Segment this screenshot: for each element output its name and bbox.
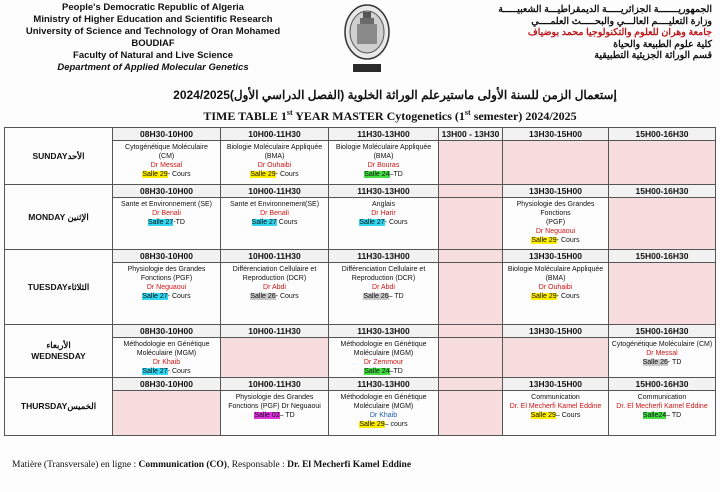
course-name: Différenciation Cellulaire et Reproduction (DCR) <box>341 266 426 282</box>
empty-slot <box>221 338 329 378</box>
session-type: – Cours <box>555 412 581 419</box>
teacher-name: Dr Messal <box>646 350 678 357</box>
course-code: (BMA) <box>373 153 394 160</box>
session-type: –TD <box>389 171 403 178</box>
slot-time: 13H30-15H00 <box>503 185 609 198</box>
lunch-break-cell <box>439 185 503 198</box>
course-name: Méthodologie en Génétique Moléculaire (MGM) <box>123 341 210 357</box>
room-badge: Salle 29 <box>530 412 556 419</box>
slot-time: 15H00-16H30 <box>609 128 716 141</box>
faculty-line: Faculty of Natural and Live Science <box>73 50 233 61</box>
course-name: Sante et Environnement (SE) <box>120 201 213 208</box>
room-badge: Salle 29 <box>250 171 276 178</box>
room-badge: Salle 29 <box>531 293 557 300</box>
lunch-break-cell <box>439 141 503 185</box>
lunch-break-cell <box>439 198 503 250</box>
slot-time: 15H00-16H30 <box>609 325 716 338</box>
slot-time: 15H00-16H30 <box>609 185 716 198</box>
teacher-name: Dr Abdi <box>372 284 395 291</box>
slot-time: 11H30-13H00 <box>329 325 439 338</box>
slot-time: 13H30-15H00 <box>503 378 609 391</box>
empty-slot <box>609 263 716 325</box>
room-info <box>329 292 438 301</box>
slot-time: 08H30-10H00 <box>113 250 221 263</box>
teacher-name: Dr Benali <box>260 210 289 217</box>
slot-time: 11H30-13H00 <box>329 185 439 198</box>
teacher-name: Dr Khaib <box>369 412 398 419</box>
course-cell <box>503 263 609 325</box>
room-badge: Salle 27 <box>142 368 168 375</box>
room-badge: Salle 29 <box>531 237 557 244</box>
teacher-name: Dr Benali <box>152 210 181 217</box>
course-name: Biologie Moléculaire Appliquée <box>507 266 604 273</box>
session-type: – TD <box>388 293 404 300</box>
lunch-break-cell <box>439 263 503 325</box>
room-badge: Salle 27 <box>251 219 277 226</box>
slot-time: 10H00-11H30 <box>221 378 329 391</box>
course-cell <box>221 263 329 325</box>
country-line: People's Democratic Republic of Algeria <box>62 2 244 13</box>
course-name: Sante et Environnement(SE) <box>229 201 320 208</box>
room-badge: Salle 26 <box>250 293 276 300</box>
room-badge: Salle24 <box>642 412 667 419</box>
day-label-text: SUNDAYالأحد <box>32 150 85 161</box>
course-cell <box>113 198 221 250</box>
slot-time: 15H00-16H30 <box>609 378 716 391</box>
session-type: – TD <box>279 412 295 419</box>
course-cell <box>113 263 221 325</box>
slot-time: 13H30-15H00 <box>503 325 609 338</box>
slot-time: 10H00-11H30 <box>221 128 329 141</box>
ministry-line: Ministry of Higher Education and Scientific Research <box>33 14 273 25</box>
day-label-text: WEDNESDAY <box>31 351 86 361</box>
lunch-break-cell <box>439 338 503 378</box>
session-type: - Cours <box>384 219 408 226</box>
room-info <box>113 170 220 179</box>
department-line: Department of Applied Molecular Genetics <box>57 62 249 73</box>
course-name: Cytogénétique Moléculaire <box>125 144 208 151</box>
room-badge: Salle 27 <box>142 293 168 300</box>
university-line: University of Science and Technology of Oran Mohamed BOUDIAF <box>25 26 281 49</box>
header-right <box>462 4 712 62</box>
session-type: -TD <box>173 219 185 226</box>
teacher-name: Dr Zemmour <box>363 359 404 366</box>
room-info <box>329 170 438 179</box>
course-cell <box>609 391 716 436</box>
teacher-name: Dr Ouhaibi <box>538 284 573 291</box>
slot-time: 10H00-11H30 <box>221 185 329 198</box>
course-code: (PGF) <box>545 219 566 226</box>
day-label <box>5 185 113 250</box>
university-logo <box>343 2 391 76</box>
slot-time: 08H30-10H00 <box>113 325 221 338</box>
day-label <box>5 378 113 436</box>
teacher-name: Dr Ouhaibi <box>257 162 292 169</box>
course-cell <box>503 198 609 250</box>
session-type: – cours <box>384 421 408 428</box>
faculty-line-ar: كلية علوم الطبيعة والحياة <box>613 38 712 50</box>
course-code: (BMA) <box>545 275 566 282</box>
header-left <box>8 2 298 74</box>
session-type: - Cours <box>167 368 191 375</box>
room-info <box>609 411 715 420</box>
teacher-name: Dr. El Mecherfi Kamel Eddine <box>509 403 602 410</box>
room-info <box>113 367 220 376</box>
teacher-name: Dr Harir <box>371 210 396 217</box>
session-type: - Cours <box>167 293 191 300</box>
course-cell <box>221 391 329 436</box>
session-type: - Cours <box>275 171 299 178</box>
slot-time: 11H30-13H00 <box>329 128 439 141</box>
room-info <box>503 411 608 420</box>
session-type: - TD <box>667 359 682 366</box>
ministry-line-ar: وزارة التعليــــم العالـــي والبحـــــث العلمــــي <box>531 15 712 27</box>
footer-note: Matière (Transversale) en ligne : Communication (CO), Responsable : Dr. El Mecherfi Kamel Eddine <box>12 460 412 470</box>
empty-slot <box>609 141 716 185</box>
slot-time: 13H30-15H00 <box>503 128 609 141</box>
course-name: Méthodologie en Génétique Moléculaire (MGM) <box>340 341 427 357</box>
session-type: - Cours <box>556 293 580 300</box>
course-cell <box>221 198 329 250</box>
lunch-break-cell <box>439 378 503 391</box>
university-line-ar: جامعة وهران للعلوم والتكنولوجيا محمد بوضياف <box>527 27 712 38</box>
course-name: Physiologie des Grandes Fonctions (PGF) Dr Neguaoui <box>228 394 321 410</box>
course-name: Communication <box>531 394 580 401</box>
session-type: - Cours <box>167 171 191 178</box>
slot-time: 11H30-13H00 <box>329 378 439 391</box>
slot-time: 10H00-11H30 <box>221 250 329 263</box>
empty-slot <box>503 141 609 185</box>
day-label <box>5 128 113 185</box>
slot-time: 08H30-10H00 <box>113 128 221 141</box>
room-badge: Salle 29 <box>142 171 168 178</box>
day-label-ar: الأربعاء <box>46 340 71 350</box>
room-info <box>221 170 328 179</box>
course-cell <box>503 391 609 436</box>
day-label-text: THURSDAYالخميس <box>20 401 97 411</box>
teacher-name: Dr Neguaoui <box>146 284 187 291</box>
empty-slot <box>113 391 221 436</box>
course-cell <box>113 338 221 378</box>
room-badge: Salle 24 <box>364 368 390 375</box>
course-cell <box>113 141 221 185</box>
country-line-ar: الجمهوريـــــــة الجزائريـــــة الديمقراطيـــة الشعبيـــــة <box>498 4 712 15</box>
teacher-name: Dr Khaib <box>152 359 181 366</box>
title-arabic: إستعمال الزمن للسنة الأولى ماستيرعلم الوراثة الخلوية (الفصل الدراسي الأول)2024/2025 <box>173 88 617 102</box>
course-cell <box>329 198 439 250</box>
room-info <box>329 218 438 227</box>
slot-time: 08H30-10H00 <box>113 378 221 391</box>
slot-time: 13H30-15H00 <box>503 250 609 263</box>
teacher-name: Dr Messal <box>150 162 183 169</box>
course-name: Méthodologie en Génétique Moléculaire (MGM) <box>340 394 427 410</box>
course-cell <box>329 141 439 185</box>
day-label <box>5 325 113 378</box>
session-type: –TD <box>389 368 403 375</box>
room-info <box>221 411 328 420</box>
room-badge: Salle 26 <box>363 293 389 300</box>
lunch-break-cell <box>439 250 503 263</box>
timetable <box>4 127 716 436</box>
room-badge: Salle 27 <box>359 219 385 226</box>
lunch-break-header: 13H00 - 13H30 <box>439 128 503 141</box>
lunch-break-cell <box>439 391 503 436</box>
empty-slot <box>609 198 716 250</box>
empty-slot <box>503 338 609 378</box>
course-name: Physiologie des Grandes Fonctions (PGF) <box>127 266 206 282</box>
room-info <box>221 292 328 301</box>
room-badge: Salle 24 <box>364 171 390 178</box>
room-info <box>113 218 220 227</box>
slot-time: 10H00-11H30 <box>221 325 329 338</box>
room-info <box>503 292 608 301</box>
room-info <box>329 367 438 376</box>
slot-time: 15H00-16H30 <box>609 250 716 263</box>
room-badge: Salle 29 <box>359 421 385 428</box>
teacher-name: Dr Abdi <box>263 284 286 291</box>
session-type: - Cours <box>556 237 580 244</box>
course-cell <box>329 338 439 378</box>
course-cell <box>221 141 329 185</box>
title-english: TIME TABLE 1st YEAR MASTER Cytogenetics (1st semester) 2024/2025 <box>203 108 577 123</box>
session-type: - Cours <box>275 293 299 300</box>
room-info <box>503 236 608 245</box>
room-info <box>609 358 715 367</box>
department-line-ar: قسم الوراثة الجزيئية التطبيقية <box>594 50 712 61</box>
course-name: Biologie Moléculaire Appliquée (BMA) <box>226 144 323 160</box>
room-info <box>221 218 328 227</box>
teacher-name: Dr Bouras <box>367 162 400 169</box>
day-label <box>5 250 113 325</box>
day-label-text: MONDAY الإثنين <box>28 211 89 222</box>
room-badge: Salle 02 <box>254 412 280 419</box>
room-badge: Salle 26 <box>642 359 668 366</box>
course-name: Différenciation Cellulaire et Reproduction (DCR) <box>232 266 317 282</box>
course-name: Cytogénétique Moléculaire (CM) <box>611 341 713 348</box>
room-info <box>113 292 220 301</box>
course-cell <box>329 391 439 436</box>
course-name: Physiologie des Grandes Fonctions <box>516 201 595 217</box>
teacher-name: Dr. El Mecherfi Kamel Eddine <box>616 403 708 410</box>
room-info <box>329 420 438 429</box>
course-name: Communication <box>637 394 687 401</box>
course-cell <box>609 338 716 378</box>
session-type: Cours <box>276 219 298 226</box>
day-label-text: TUESDAYالثلاثاء <box>27 281 90 292</box>
course-code: (CM) <box>158 153 175 160</box>
lunch-break-cell <box>439 325 503 338</box>
slot-time: 08H30-10H00 <box>113 185 221 198</box>
session-type: – TD <box>666 412 682 419</box>
course-cell <box>329 263 439 325</box>
teacher-name: Dr Neguaoui <box>535 228 576 235</box>
course-name: Anglais <box>372 201 395 208</box>
course-name: Biologie Moléculaire Appliquée <box>335 144 432 151</box>
room-badge: Salle 27 <box>148 219 174 226</box>
slot-time: 11H30-13H00 <box>329 250 439 263</box>
